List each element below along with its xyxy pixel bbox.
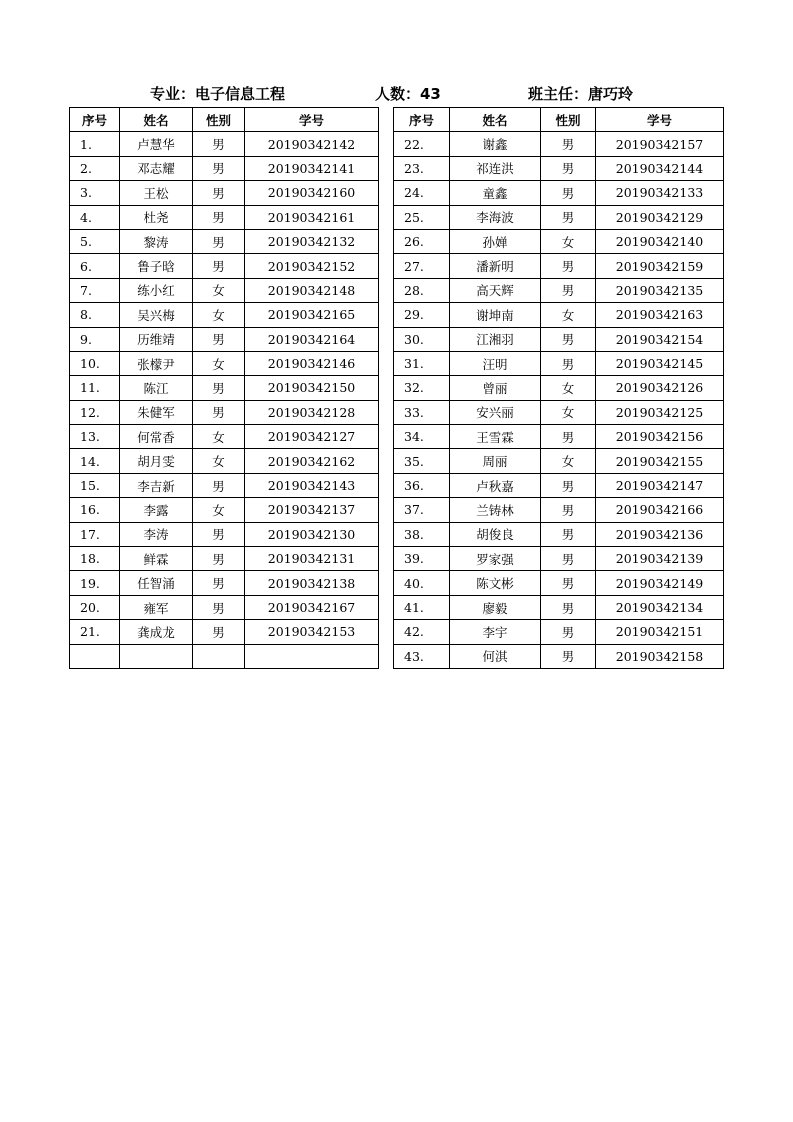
- table-row: [70, 376, 379, 400]
- column-header-id: 学号: [596, 108, 724, 132]
- student-id-cell: 20190342157: [596, 132, 724, 156]
- student-name-cell: 祁连洪: [450, 156, 541, 180]
- student-name-cell: 练小红: [120, 278, 193, 302]
- table-row: [70, 620, 379, 644]
- gender-cell: 男: [193, 547, 245, 571]
- student-id-cell: 20190342127: [245, 425, 379, 449]
- row-number-cell: 43.: [394, 644, 450, 668]
- student-id-cell: 20190342165: [245, 303, 379, 327]
- student-name-cell: 卢秋嘉: [450, 473, 541, 497]
- row-number-cell: 42.: [394, 620, 450, 644]
- table-row: [70, 400, 379, 424]
- student-id-cell: 20190342138: [245, 571, 379, 595]
- student-id-cell: 20190342163: [596, 303, 724, 327]
- student-name-cell: 胡月雯: [120, 449, 193, 473]
- table-row: [394, 278, 724, 302]
- student-id-cell: 20190342156: [596, 425, 724, 449]
- student-name-cell: 王雪霖: [450, 425, 541, 449]
- student-name-cell: 孙婵: [450, 229, 541, 253]
- gender-cell: 男: [541, 547, 596, 571]
- column-header-no: 序号: [70, 108, 120, 132]
- student-name-cell: 汪明: [450, 351, 541, 375]
- gender-cell: 女: [193, 303, 245, 327]
- student-id-cell: 20190342166: [596, 498, 724, 522]
- table-row: [70, 327, 379, 351]
- student-id-cell: 20190342136: [596, 522, 724, 546]
- student-name-cell: 李宇: [450, 620, 541, 644]
- row-number-cell: 35.: [394, 449, 450, 473]
- student-id-cell: 20190342154: [596, 327, 724, 351]
- student-name-cell: 鲜霖: [120, 547, 193, 571]
- student-id-cell: 20190342131: [245, 547, 379, 571]
- table-row: [394, 327, 724, 351]
- student-name-cell: 吴兴梅: [120, 303, 193, 327]
- row-number-cell: 28.: [394, 278, 450, 302]
- gender-cell: 男: [541, 571, 596, 595]
- gender-cell: 男: [193, 571, 245, 595]
- student-id-cell: 20190342145: [596, 351, 724, 375]
- table-row: [70, 303, 379, 327]
- student-id-cell: 20190342144: [596, 156, 724, 180]
- row-number-cell: 15.: [70, 473, 120, 497]
- student-id-cell: 20190342155: [596, 449, 724, 473]
- table-row: [70, 547, 379, 571]
- table-row: [394, 547, 724, 571]
- table-row: [70, 522, 379, 546]
- gender-cell: 男: [541, 278, 596, 302]
- row-number-cell: 6.: [70, 254, 120, 278]
- gender-cell: 女: [541, 303, 596, 327]
- row-number-cell: 8.: [70, 303, 120, 327]
- student-name-cell: 龚成龙: [120, 620, 193, 644]
- gender-cell: 男: [541, 351, 596, 375]
- student-name-cell: 何淇: [450, 644, 541, 668]
- student-name-cell: 李涛: [120, 522, 193, 546]
- student-name-cell: 罗家强: [450, 547, 541, 571]
- student-count-label: 人数：43: [375, 85, 441, 103]
- gender-cell: 女: [193, 498, 245, 522]
- table-row: [70, 156, 379, 180]
- student-id-cell: 20190342151: [596, 620, 724, 644]
- gender-cell: 男: [541, 425, 596, 449]
- gender-cell: 男: [541, 473, 596, 497]
- student-id-cell: 20190342141: [245, 156, 379, 180]
- student-id-cell: [245, 644, 379, 668]
- row-number-cell: 29.: [394, 303, 450, 327]
- table-row: [70, 132, 379, 156]
- student-id-cell: 20190342152: [245, 254, 379, 278]
- student-id-cell: 20190342126: [596, 376, 724, 400]
- student-name-cell: 陈江: [120, 376, 193, 400]
- table-row: [394, 595, 724, 619]
- column-header-name: 姓名: [120, 108, 193, 132]
- column-header-name: 姓名: [450, 108, 541, 132]
- row-number-cell: 11.: [70, 376, 120, 400]
- student-name-cell: 杜尧: [120, 205, 193, 229]
- gender-cell: 男: [193, 229, 245, 253]
- row-number-cell: 23.: [394, 156, 450, 180]
- row-number-cell: 12.: [70, 400, 120, 424]
- table-row: [70, 449, 379, 473]
- student-name-cell: 兰铸林: [450, 498, 541, 522]
- student-name-cell: 谢鑫: [450, 132, 541, 156]
- gender-cell: 男: [541, 327, 596, 351]
- table-row: [394, 303, 724, 327]
- table-row: [70, 644, 379, 668]
- row-number-cell: 30.: [394, 327, 450, 351]
- row-number-cell: [70, 644, 120, 668]
- major-label: 专业：电子信息工程: [150, 85, 286, 103]
- table-row: [394, 376, 724, 400]
- student-id-cell: 20190342148: [245, 278, 379, 302]
- student-name-cell: 李吉新: [120, 473, 193, 497]
- column-header-id: 学号: [245, 108, 379, 132]
- student-id-cell: 20190342139: [596, 547, 724, 571]
- table-row: [70, 278, 379, 302]
- student-name-cell: 安兴丽: [450, 400, 541, 424]
- gender-cell: 女: [193, 351, 245, 375]
- student-id-cell: 20190342147: [596, 473, 724, 497]
- row-number-cell: 18.: [70, 547, 120, 571]
- table-row: [70, 473, 379, 497]
- gender-cell: 男: [193, 595, 245, 619]
- row-number-cell: 31.: [394, 351, 450, 375]
- table-row: [394, 620, 724, 644]
- row-number-cell: 21.: [70, 620, 120, 644]
- student-id-cell: 20190342146: [245, 351, 379, 375]
- row-number-cell: 10.: [70, 351, 120, 375]
- table-row: [70, 351, 379, 375]
- row-number-cell: 1.: [70, 132, 120, 156]
- gender-cell: 男: [193, 327, 245, 351]
- student-name-cell: 高天辉: [450, 278, 541, 302]
- row-number-cell: 36.: [394, 473, 450, 497]
- table-header-row: [394, 108, 724, 132]
- row-number-cell: 37.: [394, 498, 450, 522]
- gender-cell: 女: [541, 229, 596, 253]
- table-header-row: [70, 108, 379, 132]
- gender-cell: 男: [193, 156, 245, 180]
- student-name-cell: 朱健军: [120, 400, 193, 424]
- student-name-cell: 江湘羽: [450, 327, 541, 351]
- gender-cell: 男: [541, 181, 596, 205]
- student-name-cell: 任智涌: [120, 571, 193, 595]
- row-number-cell: 5.: [70, 229, 120, 253]
- row-number-cell: 22.: [394, 132, 450, 156]
- row-number-cell: 34.: [394, 425, 450, 449]
- student-name-cell: 卢慧华: [120, 132, 193, 156]
- gender-cell: 男: [541, 205, 596, 229]
- gender-cell: 男: [193, 400, 245, 424]
- student-id-cell: 20190342167: [245, 595, 379, 619]
- gender-cell: 女: [541, 400, 596, 424]
- row-number-cell: 16.: [70, 498, 120, 522]
- student-name-cell: 黎涛: [120, 229, 193, 253]
- gender-cell: 女: [541, 449, 596, 473]
- row-number-cell: 32.: [394, 376, 450, 400]
- student-id-cell: 20190342159: [596, 254, 724, 278]
- student-id-cell: 20190342132: [245, 229, 379, 253]
- table-row: [394, 351, 724, 375]
- gender-cell: 女: [541, 376, 596, 400]
- roster-table-right: [393, 107, 724, 669]
- row-number-cell: 40.: [394, 571, 450, 595]
- gender-cell: 男: [541, 498, 596, 522]
- table-row: [394, 644, 724, 668]
- gender-cell: 男: [541, 522, 596, 546]
- student-id-cell: 20190342140: [596, 229, 724, 253]
- student-name-cell: 邓志耀: [120, 156, 193, 180]
- row-number-cell: 13.: [70, 425, 120, 449]
- column-header-gender: 性别: [541, 108, 596, 132]
- table-row: [70, 595, 379, 619]
- row-number-cell: 19.: [70, 571, 120, 595]
- student-id-cell: 20190342128: [245, 400, 379, 424]
- gender-cell: 女: [193, 278, 245, 302]
- table-row: [394, 571, 724, 595]
- gender-cell: 男: [541, 620, 596, 644]
- table-row: [70, 254, 379, 278]
- student-id-cell: 20190342149: [596, 571, 724, 595]
- student-id-cell: 20190342125: [596, 400, 724, 424]
- student-id-cell: 20190342134: [596, 595, 724, 619]
- student-name-cell: 李海波: [450, 205, 541, 229]
- gender-cell: 男: [541, 595, 596, 619]
- roster-table-left: [69, 107, 379, 669]
- row-number-cell: 27.: [394, 254, 450, 278]
- student-id-cell: 20190342135: [596, 278, 724, 302]
- student-id-cell: 20190342160: [245, 181, 379, 205]
- table-row: [70, 571, 379, 595]
- student-id-cell: 20190342164: [245, 327, 379, 351]
- student-name-cell: 雍军: [120, 595, 193, 619]
- table-row: [394, 205, 724, 229]
- student-name-cell: 廖毅: [450, 595, 541, 619]
- row-number-cell: 26.: [394, 229, 450, 253]
- student-id-cell: 20190342133: [596, 181, 724, 205]
- table-row: [394, 522, 724, 546]
- gender-cell: 男: [193, 473, 245, 497]
- row-number-cell: 9.: [70, 327, 120, 351]
- row-number-cell: 14.: [70, 449, 120, 473]
- gender-cell: 男: [541, 132, 596, 156]
- row-number-cell: 24.: [394, 181, 450, 205]
- row-number-cell: 2.: [70, 156, 120, 180]
- roster-header: [0, 80, 793, 104]
- student-id-cell: 20190342162: [245, 449, 379, 473]
- table-row: [70, 498, 379, 522]
- table-row: [394, 229, 724, 253]
- gender-cell: 男: [193, 132, 245, 156]
- gender-cell: 男: [541, 254, 596, 278]
- gender-cell: 男: [541, 156, 596, 180]
- student-name-cell: 胡俊良: [450, 522, 541, 546]
- student-name-cell: 张檬尹: [120, 351, 193, 375]
- student-name-cell: 潘新明: [450, 254, 541, 278]
- table-row: [70, 229, 379, 253]
- student-id-cell: 20190342142: [245, 132, 379, 156]
- table-row: [394, 400, 724, 424]
- table-row: [70, 425, 379, 449]
- row-number-cell: 4.: [70, 205, 120, 229]
- row-number-cell: 39.: [394, 547, 450, 571]
- table-row: [394, 425, 724, 449]
- student-name-cell: 王松: [120, 181, 193, 205]
- table-row: [70, 181, 379, 205]
- gender-cell: 男: [193, 181, 245, 205]
- row-number-cell: 3.: [70, 181, 120, 205]
- table-row: [394, 156, 724, 180]
- class-teacher-label: 班主任：唐巧玲: [528, 85, 634, 103]
- student-name-cell: 曾丽: [450, 376, 541, 400]
- student-name-cell: 鲁子晗: [120, 254, 193, 278]
- gender-cell: 男: [541, 644, 596, 668]
- row-number-cell: 25.: [394, 205, 450, 229]
- student-name-cell: 谢坤南: [450, 303, 541, 327]
- student-id-cell: 20190342161: [245, 205, 379, 229]
- student-name-cell: 历维靖: [120, 327, 193, 351]
- table-row: [394, 254, 724, 278]
- gender-cell: 女: [193, 425, 245, 449]
- column-header-gender: 性别: [193, 108, 245, 132]
- student-name-cell: 周丽: [450, 449, 541, 473]
- gender-cell: 女: [193, 449, 245, 473]
- student-name-cell: 何常香: [120, 425, 193, 449]
- column-header-no: 序号: [394, 108, 450, 132]
- gender-cell: [193, 644, 245, 668]
- row-number-cell: 17.: [70, 522, 120, 546]
- table-row: [394, 181, 724, 205]
- table-row: [394, 132, 724, 156]
- row-number-cell: 7.: [70, 278, 120, 302]
- student-id-cell: 20190342137: [245, 498, 379, 522]
- table-row: [394, 498, 724, 522]
- student-id-cell: 20190342153: [245, 620, 379, 644]
- student-id-cell: 20190342129: [596, 205, 724, 229]
- row-number-cell: 41.: [394, 595, 450, 619]
- gender-cell: 男: [193, 205, 245, 229]
- student-name-cell: 陈文彬: [450, 571, 541, 595]
- row-number-cell: 33.: [394, 400, 450, 424]
- student-id-cell: 20190342130: [245, 522, 379, 546]
- gender-cell: 男: [193, 376, 245, 400]
- student-id-cell: 20190342143: [245, 473, 379, 497]
- table-row: [70, 205, 379, 229]
- student-name-cell: 李露: [120, 498, 193, 522]
- student-id-cell: 20190342150: [245, 376, 379, 400]
- row-number-cell: 20.: [70, 595, 120, 619]
- table-row: [394, 473, 724, 497]
- gender-cell: 男: [193, 254, 245, 278]
- student-name-cell: 童鑫: [450, 181, 541, 205]
- student-id-cell: 20190342158: [596, 644, 724, 668]
- gender-cell: 男: [193, 620, 245, 644]
- table-row: [394, 449, 724, 473]
- student-name-cell: [120, 644, 193, 668]
- row-number-cell: 38.: [394, 522, 450, 546]
- gender-cell: 男: [193, 522, 245, 546]
